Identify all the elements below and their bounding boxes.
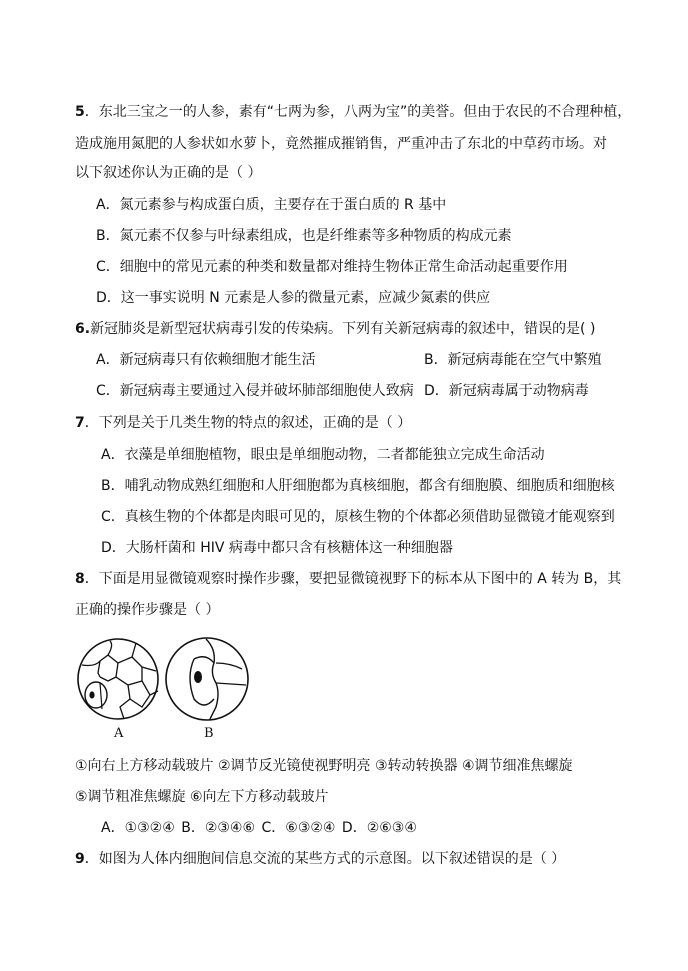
q6-option-a: A．新冠病毒只有依赖细胞才能生活: [96, 352, 316, 368]
q8-stem-1: ．下面是用显微镜观察时操作步骤，要把显微镜视野下的标本从下图中的 A 转为 B，其: [84, 571, 622, 587]
q8-line2: 正确的操作步骤是（ ）: [75, 602, 220, 618]
field-a-label: A: [114, 726, 124, 741]
q6-option-d: D．新冠病毒属于动物病毒: [424, 383, 589, 399]
microscope-figure: [70, 633, 250, 743]
q5-number: 5: [75, 104, 85, 120]
q5-option-b: B．氮元素不仅参与叶绿素组成，也是纤维素等多种物质的构成元素: [96, 228, 512, 244]
q7-option-d: D．大肠杆菌和 HIV 病毒中都只含有核糖体这一种细胞器: [101, 540, 453, 556]
q5-option-a: A．氮元素参与构成蛋白质，主要存在于蛋白质的 R 基中: [96, 197, 447, 213]
q7-option-a: A．衣藻是单细胞植物，眼虫是单细胞动物，二者都能独立完成生命活动: [101, 447, 545, 463]
q9-number: 9: [75, 851, 85, 867]
q5-option-c: C．细胞中的常见元素的种类和数量都对维持生物体正常生命活动起重要作用: [96, 259, 568, 275]
q6-stem: 新冠肺炎是新型冠状病毒引发的传染病。下列有关新冠病毒的叙述中，错误的是( ): [90, 321, 596, 337]
microscope-fields-svg: [70, 633, 250, 725]
q5-line1: [75, 103, 631, 121]
q5-line2: 造成施用氮肥的人参状如水萝卜，竟然摧成摧销售，严重冲击了东北的中草药市场。对: [75, 136, 607, 152]
q8-answer-options: A．①③②④ B．②③④⑥ C．⑥③②④ D．②⑥③④: [101, 820, 417, 836]
q6-option-c: C．新冠病毒主要通过入侵并破坏肺部细胞使人致病: [96, 383, 414, 399]
q5-option-d: D．这一事实说明 N 元素是人参的微量元素，应减少氮素的供应: [96, 290, 491, 306]
q7-option-b: B．哺乳动物成熟红细胞和人肝细胞都为真核细胞，都含有细胞膜、细胞质和细胞核: [101, 478, 615, 494]
q7-stem-line: [75, 414, 411, 432]
q9-stem-line: [75, 850, 565, 868]
q7-number: 7: [75, 415, 85, 431]
q8-line1: [75, 570, 621, 588]
q8-steps-line2: ⑤调节粗准焦螺旋 ⑥向左下方移动载玻片: [75, 789, 329, 805]
field-b: [166, 638, 248, 720]
q9-stem: ．如图为人体内细胞间信息交流的某些方式的示意图。以下叙述错误的是（ ）: [84, 851, 566, 867]
q8-number: 8: [75, 571, 85, 587]
q7-option-c: C．真核生物的个体都是肉眼可见的，原核生物的个体都必须借助显微镜才能观察到: [101, 509, 615, 525]
q7-stem: ．下列是关于几类生物的特点的叙述，正确的是（ ）: [84, 415, 412, 431]
field-a: [78, 639, 158, 719]
q5-stem-1: ．东北三宝之一的人参，素有“七两为参，八两为宝”的美誉。但由于农民的不合理种植，: [84, 104, 632, 120]
q6-number: 6.: [75, 321, 91, 337]
q8-steps-line1: ①向右上方移动载玻片 ②调节反光镜使视野明亮 ③转动转换器 ④调节细准焦螺旋: [75, 758, 573, 774]
q6-stem-line: [75, 320, 595, 338]
field-b-label: B: [204, 726, 214, 741]
q6-option-b: B．新冠病毒能在空气中繁殖: [424, 352, 602, 368]
q5-line3: 以下叙述你认为正确的是（ ）: [75, 165, 262, 181]
